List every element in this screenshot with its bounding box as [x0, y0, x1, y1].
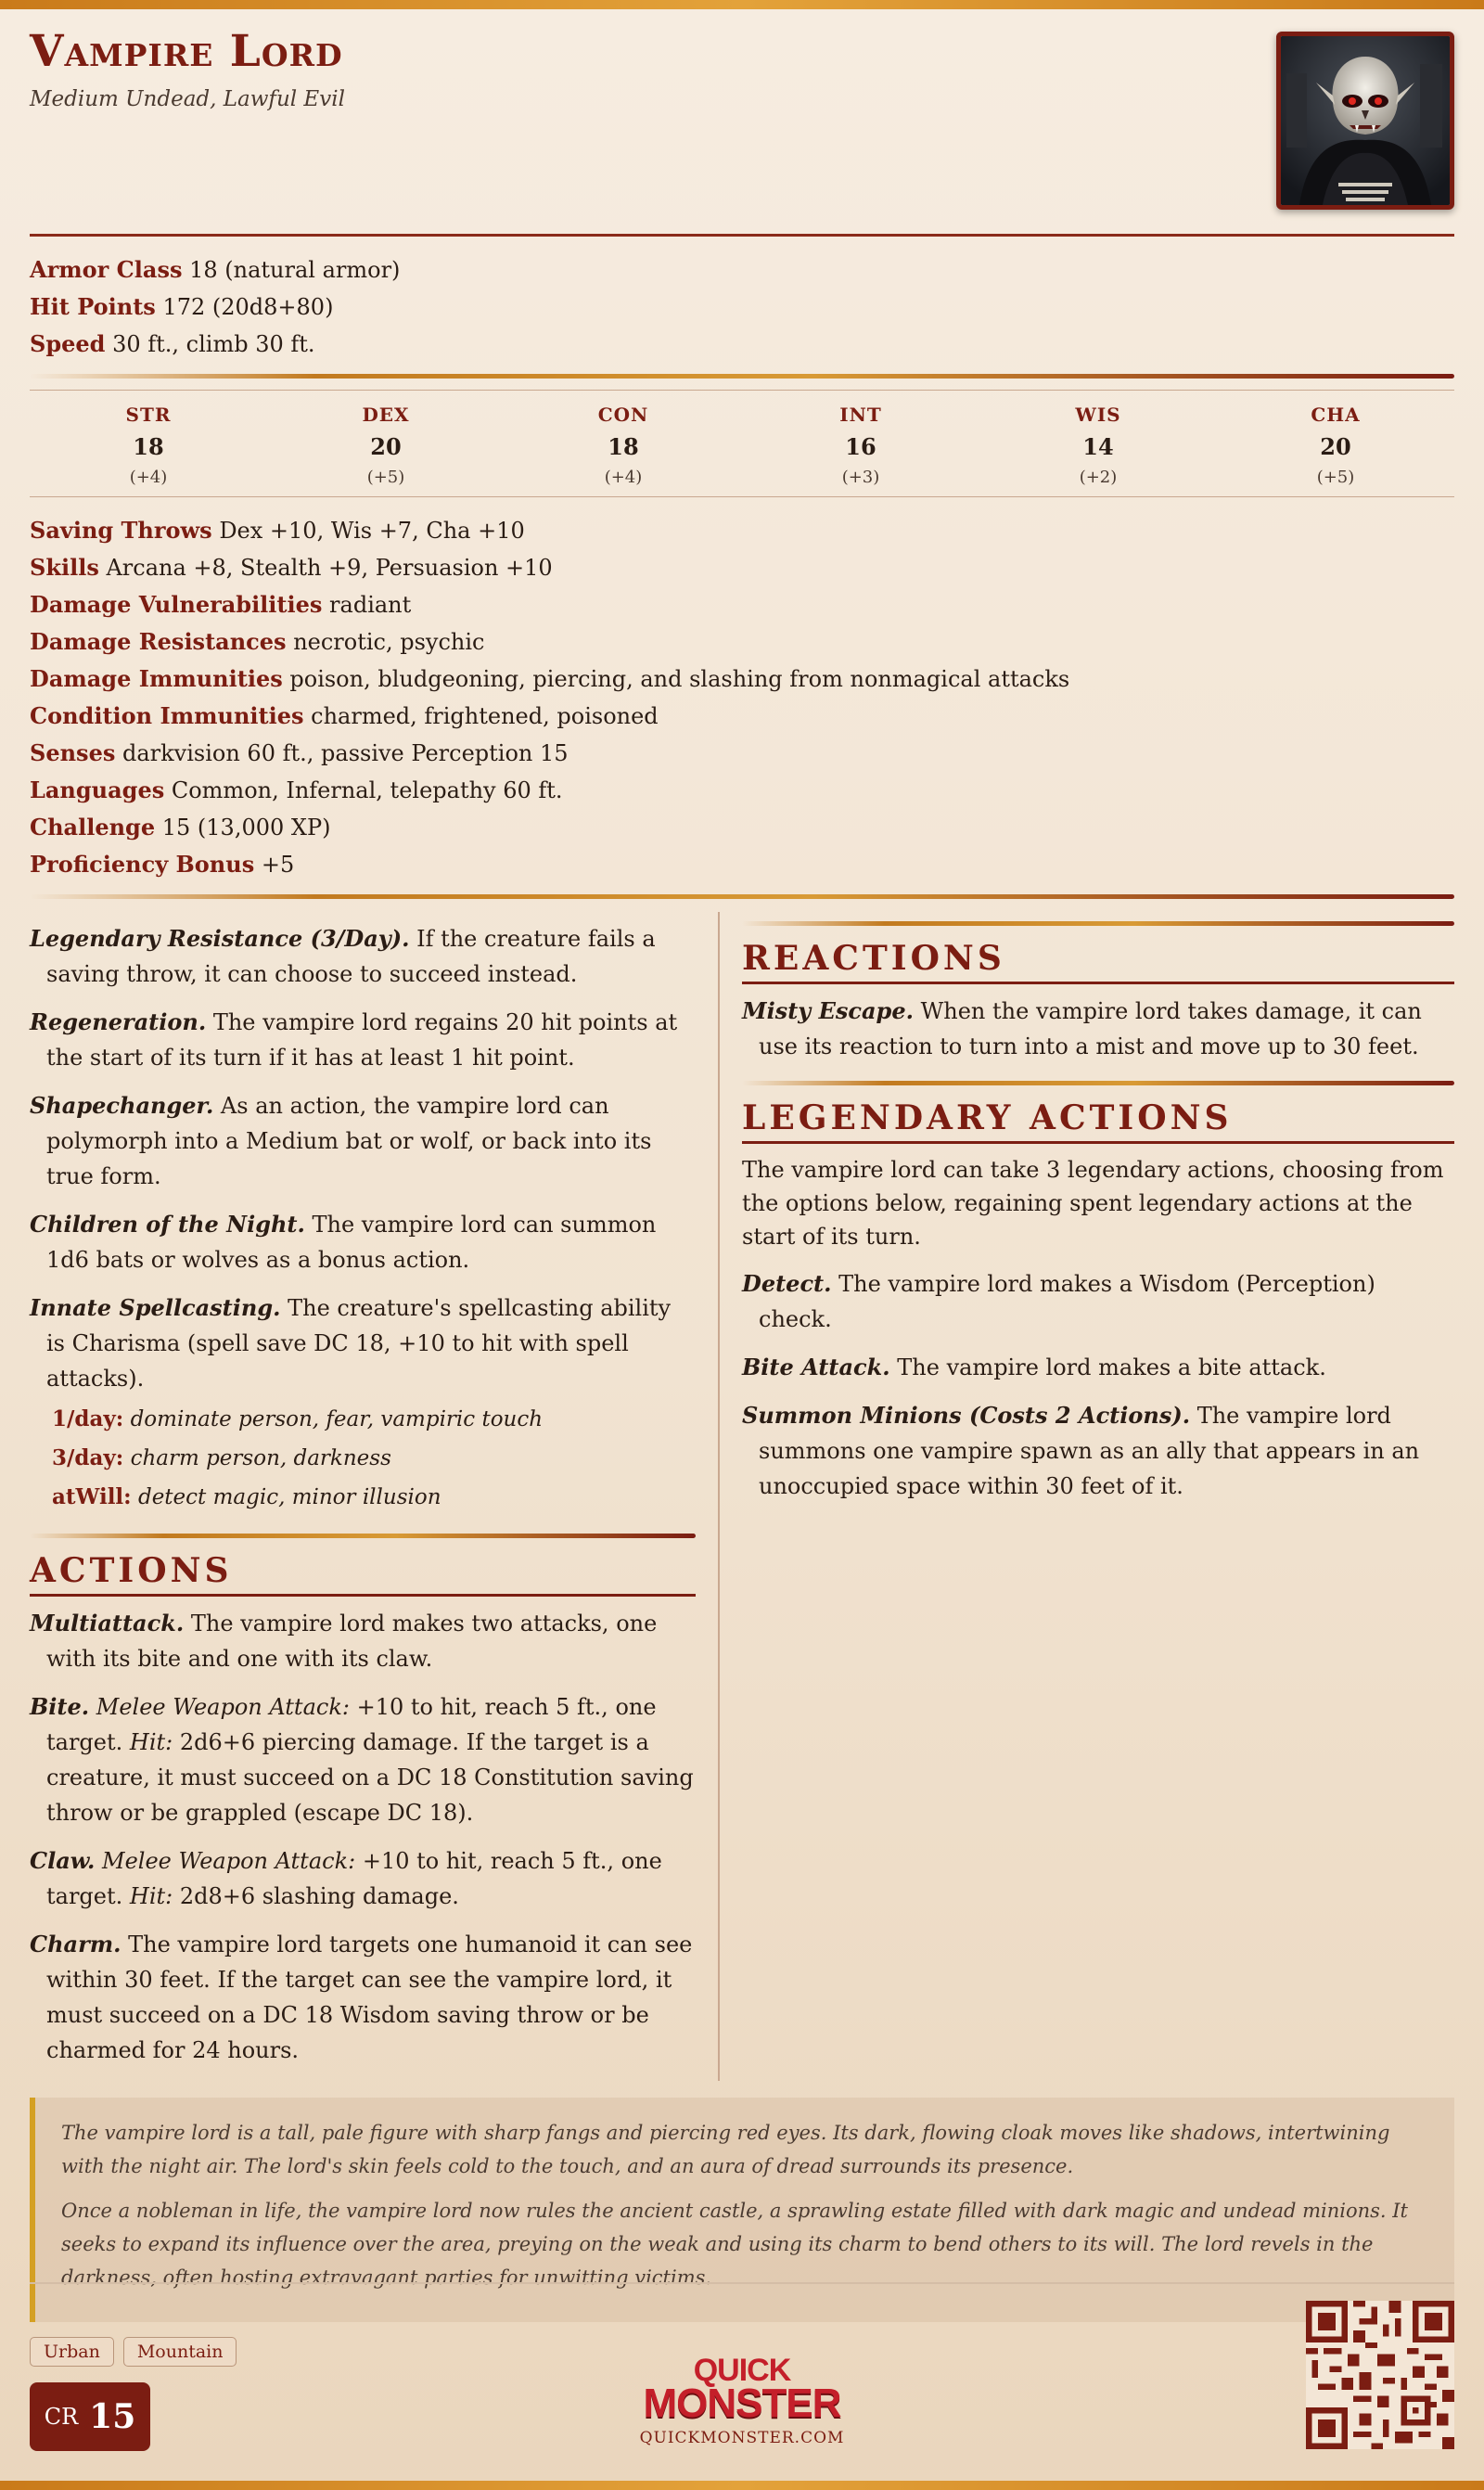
action-charm [30, 1927, 696, 2068]
spell-list: detect magic, minor illusion [137, 1485, 441, 1509]
ability-score: 18 [133, 433, 164, 460]
ability-modifier: (+4) [129, 468, 168, 487]
brand-block[interactable] [639, 2353, 845, 2448]
trait-text: The vampire lord can summon 1d6 bats or wolves as a bonus action. [46, 1212, 657, 1273]
actions-heading: ACTIONS [30, 1551, 696, 1597]
legendary-name: Summon Minions (Costs 2 Actions). [742, 1402, 1191, 1429]
ability-score: 16 [845, 433, 876, 460]
vampire-portrait-image [1281, 36, 1450, 205]
action-name: Claw. [30, 1847, 96, 1874]
spell-row [30, 1439, 696, 1478]
quickmonster-logo [640, 2353, 845, 2426]
detail-label: Languages [30, 777, 165, 803]
trait-regeneration [30, 1005, 696, 1075]
cr-label: CR [44, 2404, 79, 2430]
tag-urban[interactable]: Urban [30, 2337, 114, 2367]
detail-label: Damage Resistances [30, 628, 287, 655]
ability-modifier: (+3) [841, 468, 880, 487]
legendary-name: Bite Attack. [742, 1354, 890, 1380]
detail-proficiency-bonus [30, 846, 1454, 883]
detail-value: radiant [329, 592, 412, 618]
ability-score: 20 [1320, 433, 1351, 460]
detail-properties [30, 497, 1454, 894]
monster-portrait [1276, 32, 1454, 210]
detail-label: Saving Throws [30, 517, 212, 544]
detail-value: 15 (13,000 XP) [161, 815, 331, 841]
detail-label: Damage Immunities [30, 665, 283, 692]
ability-name: STR [125, 404, 172, 426]
prop-speed [30, 326, 1454, 363]
section-divider [30, 1534, 696, 1538]
attack-type: Melee Weapon Attack: [102, 1848, 356, 1874]
top-accent-bar [0, 0, 1484, 9]
detail-value: Common, Infernal, telepathy 60 ft. [171, 777, 563, 803]
ability-name: CHA [1311, 404, 1361, 426]
two-column-body [30, 912, 1454, 2081]
detail-damage-immunities [30, 661, 1454, 698]
trait-shapechanger [30, 1088, 696, 1194]
monster-name: Vampire Lord [30, 26, 343, 77]
trait-text: If the creature fails a saving throw, it can choose to succeed instead. [46, 926, 656, 987]
stat-block [30, 9, 1454, 2367]
detail-damage-resistances [30, 623, 1454, 661]
trait-innate-spellcasting [30, 1290, 696, 1396]
legendary-detect [742, 1266, 1454, 1337]
action-text: The vampire lord makes two attacks, one with its bite and one with its claw. [46, 1611, 658, 1672]
footer [30, 2282, 1454, 2470]
action-multiattack [30, 1606, 696, 1676]
brand-url: QUICKMONSTER.COM [639, 2429, 845, 2448]
ability-cha [1217, 404, 1454, 487]
legendary-actions-heading: LEGENDARY ACTIONS [742, 1098, 1454, 1144]
ability-con [505, 404, 742, 487]
detail-label: Senses [30, 739, 116, 766]
legendary-text: The vampire lord makes a Wisdom (Perception) check. [759, 1271, 1375, 1332]
trait-name: Legendary Resistance (3/Day). [30, 925, 410, 952]
attack-type: Melee Weapon Attack: [96, 1694, 350, 1720]
detail-value: poison, bludgeoning, piercing, and slashing from nonmagical attacks [289, 666, 1070, 692]
ability-modifier: (+5) [366, 468, 405, 487]
section-divider [742, 921, 1454, 926]
reaction-misty-escape [742, 994, 1454, 1064]
prop-value: 18 (natural armor) [189, 257, 401, 283]
hit-label: Hit: [129, 1729, 173, 1755]
ability-name: CON [597, 404, 649, 426]
action-text: The vampire lord targets one humanoid it can see within 30 feet. If the target can see the vampire lord, it must succeed on a DC 18 Wisdom saving throw or be charmed for 24 hours. [46, 1932, 693, 2063]
action-text: 2d8+6 slashing damage. [173, 1883, 459, 1909]
legendary-text: The vampire lord makes a bite attack. [889, 1354, 1326, 1380]
action-claw [30, 1843, 696, 1914]
prop-label: Armor Class [30, 256, 183, 283]
detail-challenge [30, 809, 1454, 846]
detail-label: Proficiency Bonus [30, 851, 255, 878]
ability-name: WIS [1075, 404, 1121, 426]
action-text: 2d6+6 piercing damage. If the target is a creature, it must succeed on a DC 18 Constitution saving throw or be grappled (escape DC 18). [46, 1729, 694, 1826]
prop-hit-points [30, 289, 1454, 326]
tag-mountain[interactable]: Mountain [123, 2337, 237, 2367]
spell-list: dominate person, fear, vampiric touch [130, 1407, 544, 1431]
detail-value: charmed, frightened, poisoned [311, 703, 659, 729]
spell-frequency: atWill: [52, 1484, 132, 1509]
prop-armor-class [30, 251, 1454, 289]
spell-row [30, 1400, 696, 1439]
detail-value: Dex +10, Wis +7, Cha +10 [219, 518, 525, 544]
bottom-accent-bar [0, 2481, 1484, 2490]
detail-label: Challenge [30, 814, 156, 841]
header [30, 9, 1454, 234]
ability-int [742, 404, 979, 487]
action-text: +10 to hit, reach 5 ft., one target. [46, 1694, 657, 1755]
detail-languages [30, 772, 1454, 809]
trait-name: Innate Spellcasting. [30, 1294, 281, 1321]
lore-paragraph: Once a nobleman in life, the vampire lord now rules the ancient castle, a sprawling estate filled with dark magic and undead minions. It seeks to expand its influence over the area, preying on the weak and using its charm to bend others to its will. The lord revels in the darkness, often hosting extravagant parties for unwitting victims. [61, 2200, 1408, 2289]
ability-name: INT [839, 404, 882, 426]
ability-score: 14 [1082, 433, 1114, 460]
left-column [30, 912, 720, 2081]
right-column [720, 912, 1454, 2081]
legendary-bite-attack [742, 1350, 1454, 1385]
trait-text: As an action, the vampire lord can polymorph into a Medium bat or wolf, or back into its true form. [46, 1093, 652, 1189]
detail-damage-vulnerabilities [30, 586, 1454, 623]
spell-frequency: 1/day: [52, 1406, 124, 1431]
detail-label: Skills [30, 554, 99, 581]
prop-label: Speed [30, 330, 106, 357]
detail-skills [30, 549, 1454, 586]
lore-paragraph: The vampire lord is a tall, pale figure with sharp fangs and piercing red eyes. Its dark, flowing cloak moves like shadows, intertwining with the night air. The lord's skin feels cold to the touch, and an aura of dread surrounds its presence. [61, 2122, 1390, 2177]
reaction-name: Misty Escape. [742, 997, 914, 1024]
trait-name: Regeneration. [30, 1008, 207, 1035]
detail-saving-throws [30, 512, 1454, 549]
detail-value: Arcana +8, Stealth +9, Persuasion +10 [106, 555, 553, 581]
trait-legendary-resistance [30, 921, 696, 992]
spell-list: charm person, darkness [130, 1446, 391, 1470]
detail-condition-immunities [30, 698, 1454, 735]
detail-label: Condition Immunities [30, 702, 304, 729]
action-name: Charm. [30, 1931, 122, 1957]
reactions-heading: REACTIONS [742, 939, 1454, 984]
prop-value: 30 ft., climb 30 ft. [112, 331, 315, 357]
qr-code-icon [1306, 2301, 1454, 2449]
ability-modifier: (+5) [1316, 468, 1355, 487]
spell-frequency: 3/day: [52, 1445, 124, 1470]
challenge-rating-badge [30, 2382, 150, 2451]
cr-value: 15 [89, 2397, 136, 2436]
ability-score: 20 [370, 433, 402, 460]
trait-name: Shapechanger. [30, 1092, 214, 1119]
ability-scores [30, 391, 1454, 496]
trait-children-of-the-night [30, 1207, 696, 1277]
section-divider [742, 1081, 1454, 1085]
detail-label: Damage Vulnerabilities [30, 591, 323, 618]
ability-name: DEX [362, 404, 410, 426]
logo-line-1: QUICK [693, 2353, 791, 2388]
ability-wis [979, 404, 1217, 487]
legendary-intro: The vampire lord can take 3 legendary actions, choosing from the options below, regaining spent legendary actions at the start of its turn. [742, 1157, 1444, 1250]
trait-text: The vampire lord regains 20 hit points at the start of its turn if it has at least 1 hit point. [46, 1009, 678, 1071]
action-name: Multiattack. [30, 1610, 185, 1636]
prop-value: 172 (20d8+80) [162, 294, 334, 320]
detail-senses [30, 735, 1454, 772]
monster-type-line: Medium Undead, Lawful Evil [30, 87, 345, 111]
spell-row [30, 1478, 696, 1517]
hit-label: Hit: [129, 1883, 173, 1909]
trait-text: The creature's spellcasting ability is Charisma (spell save DC 18, +10 to hit with spell attacks). [46, 1295, 672, 1392]
core-properties [30, 237, 1454, 374]
logo-line-2: MONSTER [643, 2380, 841, 2426]
ability-modifier: (+4) [604, 468, 643, 487]
section-divider [30, 894, 1454, 899]
legendary-text: The vampire lord summons one vampire spawn as an ally that appears in an unoccupied space within 30 feet of it. [759, 1403, 1420, 1499]
legendary-name: Detect. [742, 1270, 832, 1297]
reaction-text: When the vampire lord takes damage, it can use its reaction to turn into a mist and move up to 30 feet. [759, 998, 1422, 1059]
ability-modifier: (+2) [1079, 468, 1118, 487]
action-text: +10 to hit, reach 5 ft., one target. [46, 1848, 662, 1909]
action-name: Bite. [30, 1693, 90, 1720]
action-bite [30, 1689, 696, 1830]
ability-dex [267, 404, 505, 487]
detail-value: +5 [261, 852, 295, 878]
trait-name: Children of the Night. [30, 1211, 305, 1238]
detail-value: darkvision 60 ft., passive Perception 15 [122, 740, 569, 766]
detail-value: necrotic, psychic [293, 629, 485, 655]
ability-str [30, 404, 267, 487]
legendary-summon-minions [742, 1398, 1454, 1504]
section-divider [30, 374, 1454, 379]
ability-score: 18 [608, 433, 639, 460]
prop-label: Hit Points [30, 293, 156, 320]
